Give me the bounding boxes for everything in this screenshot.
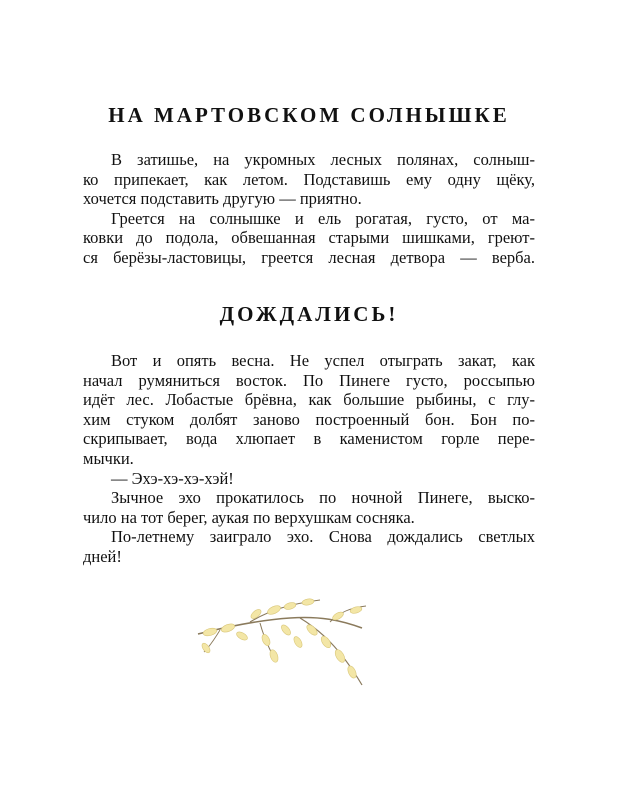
text-line: мычки. [83, 448, 134, 468]
text-line: Вот и опять весна. Не успел отыграть закат, как [111, 351, 535, 370]
catkins [200, 598, 362, 679]
text-line: дней! [83, 546, 122, 566]
text-line: — Эхэ-хэ-хэ-хэй! [111, 468, 234, 488]
text-line: хочется подставить другую — приятно. [83, 189, 362, 209]
text-line: По-летнему заиграло эхо. Снова дождались светлых [111, 527, 535, 547]
text-line: начал румяниться восток. По Пинеге густо, россыпью [83, 370, 535, 390]
text-line: Греется на солнышке и ель рогатая, густо, от ма- [111, 208, 535, 228]
section-title-march-sun: НА МАРТОВСКОМ СОЛНЫШКЕ [108, 103, 510, 127]
story-march-sun [83, 150, 535, 268]
text-line: идёт лес. Лобастые брёвна, как большие рыбины, с глу- [83, 390, 535, 410]
text-line: ся берёзы-ластовицы, греется лесная детвора — верба. [83, 247, 535, 267]
text-line: В затишье, на укромных лесных полянах, солныш- [111, 150, 535, 169]
text-line: Зычное эхо прокатилось по ночной Пинеге, выско- [111, 488, 535, 508]
text-line: чило на тот берег, аукая по верхушкам сосняка. [83, 507, 415, 527]
section-title-waited: ДОЖДАЛИСЬ! [219, 302, 399, 326]
story-waited [83, 351, 535, 567]
text-line: скрипывает, вода хлюпает в каменистом горле пере- [83, 429, 535, 449]
text-line: ко припекает, как летом. Подставишь ему одну щёку, [83, 169, 535, 189]
text-line: хим стуком долбят заново построенный бон. Бон по- [83, 409, 535, 429]
willow-branch-icon [190, 590, 390, 695]
text-line: ковки до подола, обвешанная старыми шишками, греют- [83, 228, 535, 248]
